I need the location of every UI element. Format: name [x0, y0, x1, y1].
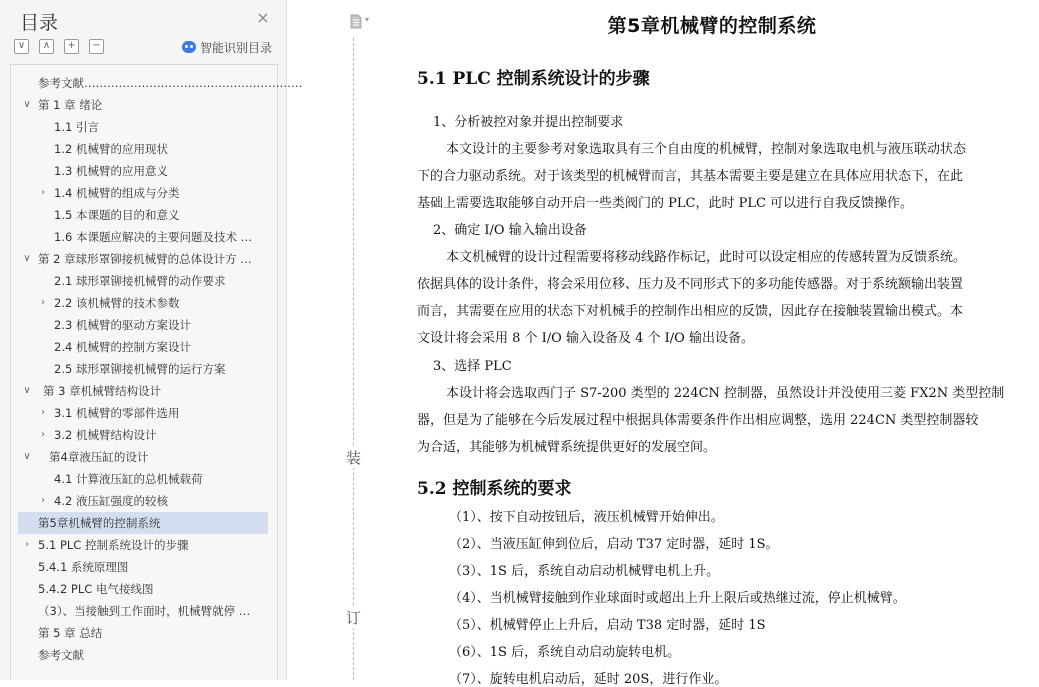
expand-arrow-icon[interactable]: ∨	[23, 385, 31, 396]
paragraph-line: 本设计将会选取西门子 S7-200 类型的 224CN 控制器，虽然设计并没使用三菱 FX2N 类型控制	[446, 386, 1005, 401]
toc-item[interactable]	[11, 336, 277, 358]
toc-toolbar	[14, 39, 104, 55]
toc-item[interactable]	[11, 314, 277, 336]
expand-arrow-icon[interactable]: ∨	[23, 451, 31, 462]
expand-arrow-icon[interactable]: ›	[41, 495, 45, 506]
toc-item[interactable]	[11, 226, 277, 248]
expand-arrow-icon[interactable]: ›	[41, 429, 45, 440]
remove-heading-button[interactable]: −	[89, 39, 104, 54]
list-item: （3）、1S 后，系统自动启动机械臂电机上升。	[449, 564, 720, 579]
paragraph-line: 基础上需要选取能够自动开启一些类阀门的 PLC，此时 PLC 可以进行自我反馈操作。	[417, 196, 914, 211]
list-item: （5）、机械臂停止上升后，启动 T38 定时器，延时 1S	[449, 618, 766, 633]
toc-item-label: 1.6 本课题应解决的主要问题及技术 …	[54, 230, 253, 244]
chevron-down-icon[interactable]: ▾	[365, 15, 370, 24]
subsection-title: 1、分析被控对象并提出控制要求	[433, 115, 624, 130]
toc-item[interactable]	[11, 578, 277, 600]
robot-icon	[182, 41, 196, 53]
toc-item-label: 3.2 机械臂结构设计	[54, 428, 157, 442]
toc-item[interactable]	[11, 534, 277, 556]
expand-arrow-icon[interactable]: ›	[25, 539, 29, 550]
expand-all-button[interactable]: ∧	[39, 39, 54, 54]
toc-item-label: 1.5 本课题的目的和意义	[54, 208, 180, 222]
expand-arrow-icon[interactable]: ›	[41, 407, 45, 418]
chapter-title: 第5章机械臂的控制系统	[607, 15, 817, 37]
list-item: （7）、旋转电机启动后，延时 20S，进行作业。	[449, 672, 728, 687]
paragraph-line: 器，但是为了能够在今后发展过程中根据具体需要条件作出相应调整，选用 224CN 类型控制器较	[417, 413, 979, 428]
toc-item-label: 参考文献…………………………………………………	[38, 76, 303, 90]
list-item: （4）、当机械臂接触到作业球面时或超出上升上限后或热继过流，停止机械臂。	[449, 591, 906, 606]
toc-item-label: 2.3 机械臂的驱动方案设计	[54, 318, 191, 332]
list-item: （1）、按下自动按钮后，液压机械臂开始伸出。	[449, 510, 724, 525]
subsection-title: 2、确定 I/O 输入输出设备	[433, 223, 587, 238]
binding-line	[353, 38, 354, 680]
binding-mark: 订	[346, 609, 362, 627]
toc-item[interactable]	[11, 402, 277, 424]
close-icon[interactable]: ×	[256, 8, 270, 27]
toc-item-label: 第 5 章 总结	[38, 626, 103, 640]
toc-item-label: 2.2 该机械臂的技术参数	[54, 296, 180, 310]
toc-item-label: 1.3 机械臂的应用意义	[54, 164, 168, 178]
toc-item-label: 1.4 机械臂的组成与分类	[54, 186, 180, 200]
toc-item-label: 3.1 机械臂的零部件选用	[54, 406, 180, 420]
toc-item-label: 2.1 球形罩铆接机械臂的动作要求	[54, 274, 226, 288]
toc-item[interactable]	[11, 94, 277, 116]
toc-item-label: 5.4.1 系统原理图	[38, 560, 129, 574]
toc-item[interactable]	[11, 446, 277, 468]
section-heading: 5.2 控制系统的要求	[417, 479, 572, 499]
binding-mark: 装	[346, 449, 362, 467]
toc-item-label: 第 3 章机械臂结构设计	[43, 384, 162, 398]
smart-toc-label: 智能识别目录	[200, 40, 273, 55]
document-page[interactable]	[417, 0, 1007, 687]
toc-title: 目录	[20, 12, 59, 34]
toc-item-label: 5.1 PLC 控制系统设计的步骤	[38, 538, 189, 552]
expand-arrow-icon[interactable]: ∨	[23, 99, 31, 110]
toc-item-label: 第4章液压缸的设计	[49, 450, 149, 464]
toc-item[interactable]	[11, 270, 277, 292]
collapse-all-button[interactable]: ∨	[14, 39, 29, 54]
paragraph-line: 本文设计的主要参考对象选取具有三个自由度的机械臂，控制对象选取电机与液压联动状态	[446, 142, 967, 157]
toc-item[interactable]	[11, 468, 277, 490]
section-heading: 5.1 PLC 控制系统设计的步骤	[417, 69, 650, 89]
list-item: （2）、当液压缸伸到位后，启动 T37 定时器，延时 1S。	[449, 537, 779, 552]
toc-item-label: （3）、当接触到工作面时，机械臂就停 …	[38, 604, 251, 618]
toc-item[interactable]	[11, 622, 277, 644]
paragraph-line: 而言，其需要在应用的状态下对机械手的控制作出相应的反馈，因此存在接触装置输出模式。本	[417, 304, 964, 319]
toc-item-label: 1.1 引言	[54, 120, 99, 134]
document-icon[interactable]	[350, 14, 362, 29]
document-icon-svg	[350, 14, 362, 29]
toc-item-active[interactable]	[18, 512, 268, 534]
toc-item-label: 第5章机械臂的控制系统	[38, 516, 161, 530]
toc-item[interactable]	[11, 204, 277, 226]
toc-item[interactable]	[11, 182, 277, 204]
expand-arrow-icon[interactable]: ›	[41, 297, 45, 308]
toc-item[interactable]	[11, 292, 277, 314]
paragraph-line: 依据具体的设计条件，将会采用位移、压力及不同形式下的多功能传感器。对于系统额输出装置	[417, 277, 964, 292]
toc-item-label: 4.1 计算液压缸的总机械载荷	[54, 472, 203, 486]
paragraph-line: 本文机械臂的设计过程需要将移动线路作标记，此时可以设定相应的传感转置为反馈系统。	[446, 250, 967, 265]
subsection-title: 3、选择 PLC	[433, 359, 512, 374]
paragraph-line: 下的合力驱动系统。对于该类型的机械臂而言，其基本需要主要是建立在具体应用状态下，在此	[417, 169, 964, 184]
toc-item[interactable]	[11, 160, 277, 182]
list-item: （6）、1S 后，系统自动启动旋转电机。	[449, 645, 681, 660]
toc-item[interactable]	[11, 424, 277, 446]
toc-item[interactable]	[11, 138, 277, 160]
toc-item-label: 4.2 液压缸强度的较核	[54, 494, 168, 508]
toc-sidebar	[0, 0, 303, 680]
toc-item-label: 参考文献	[38, 648, 84, 662]
toc-item-label: 1.2 机械臂的应用现状	[54, 142, 168, 156]
paragraph-line: 为合适，其能够为机械臂系统提供更好的发展空间。	[417, 440, 717, 455]
toc-item-label: 第 2 章球形罩铆接机械臂的总体设计方 …	[38, 252, 252, 266]
toc-item[interactable]	[11, 116, 277, 138]
toc-item-label: 第 1 章 绪论	[38, 98, 103, 112]
toc-item[interactable]	[11, 556, 277, 578]
toc-item[interactable]	[11, 644, 277, 666]
toc-item-label: 5.4.2 PLC 电气接线图	[38, 582, 154, 596]
toc-item[interactable]	[11, 490, 277, 512]
toc-item[interactable]	[11, 248, 277, 270]
paragraph-line: 文设计将会采用 8 个 I/O 输入设备及 4 个 I/O 输出设备。	[417, 331, 754, 346]
toc-list	[10, 64, 303, 680]
toc-item[interactable]	[11, 600, 277, 622]
smart-toc-button[interactable]	[182, 38, 272, 56]
toc-item-label: 2.5 球形罩铆接机械臂的运行方案	[54, 362, 226, 376]
expand-arrow-icon[interactable]: ›	[41, 187, 45, 198]
toc-item[interactable]	[11, 358, 277, 380]
toc-item[interactable]	[11, 380, 277, 402]
expand-arrow-icon[interactable]: ∨	[23, 253, 31, 264]
toc-item[interactable]	[11, 72, 303, 94]
toc-item-label: 2.4 机械臂的控制方案设计	[54, 340, 191, 354]
add-heading-button[interactable]: +	[64, 39, 79, 54]
